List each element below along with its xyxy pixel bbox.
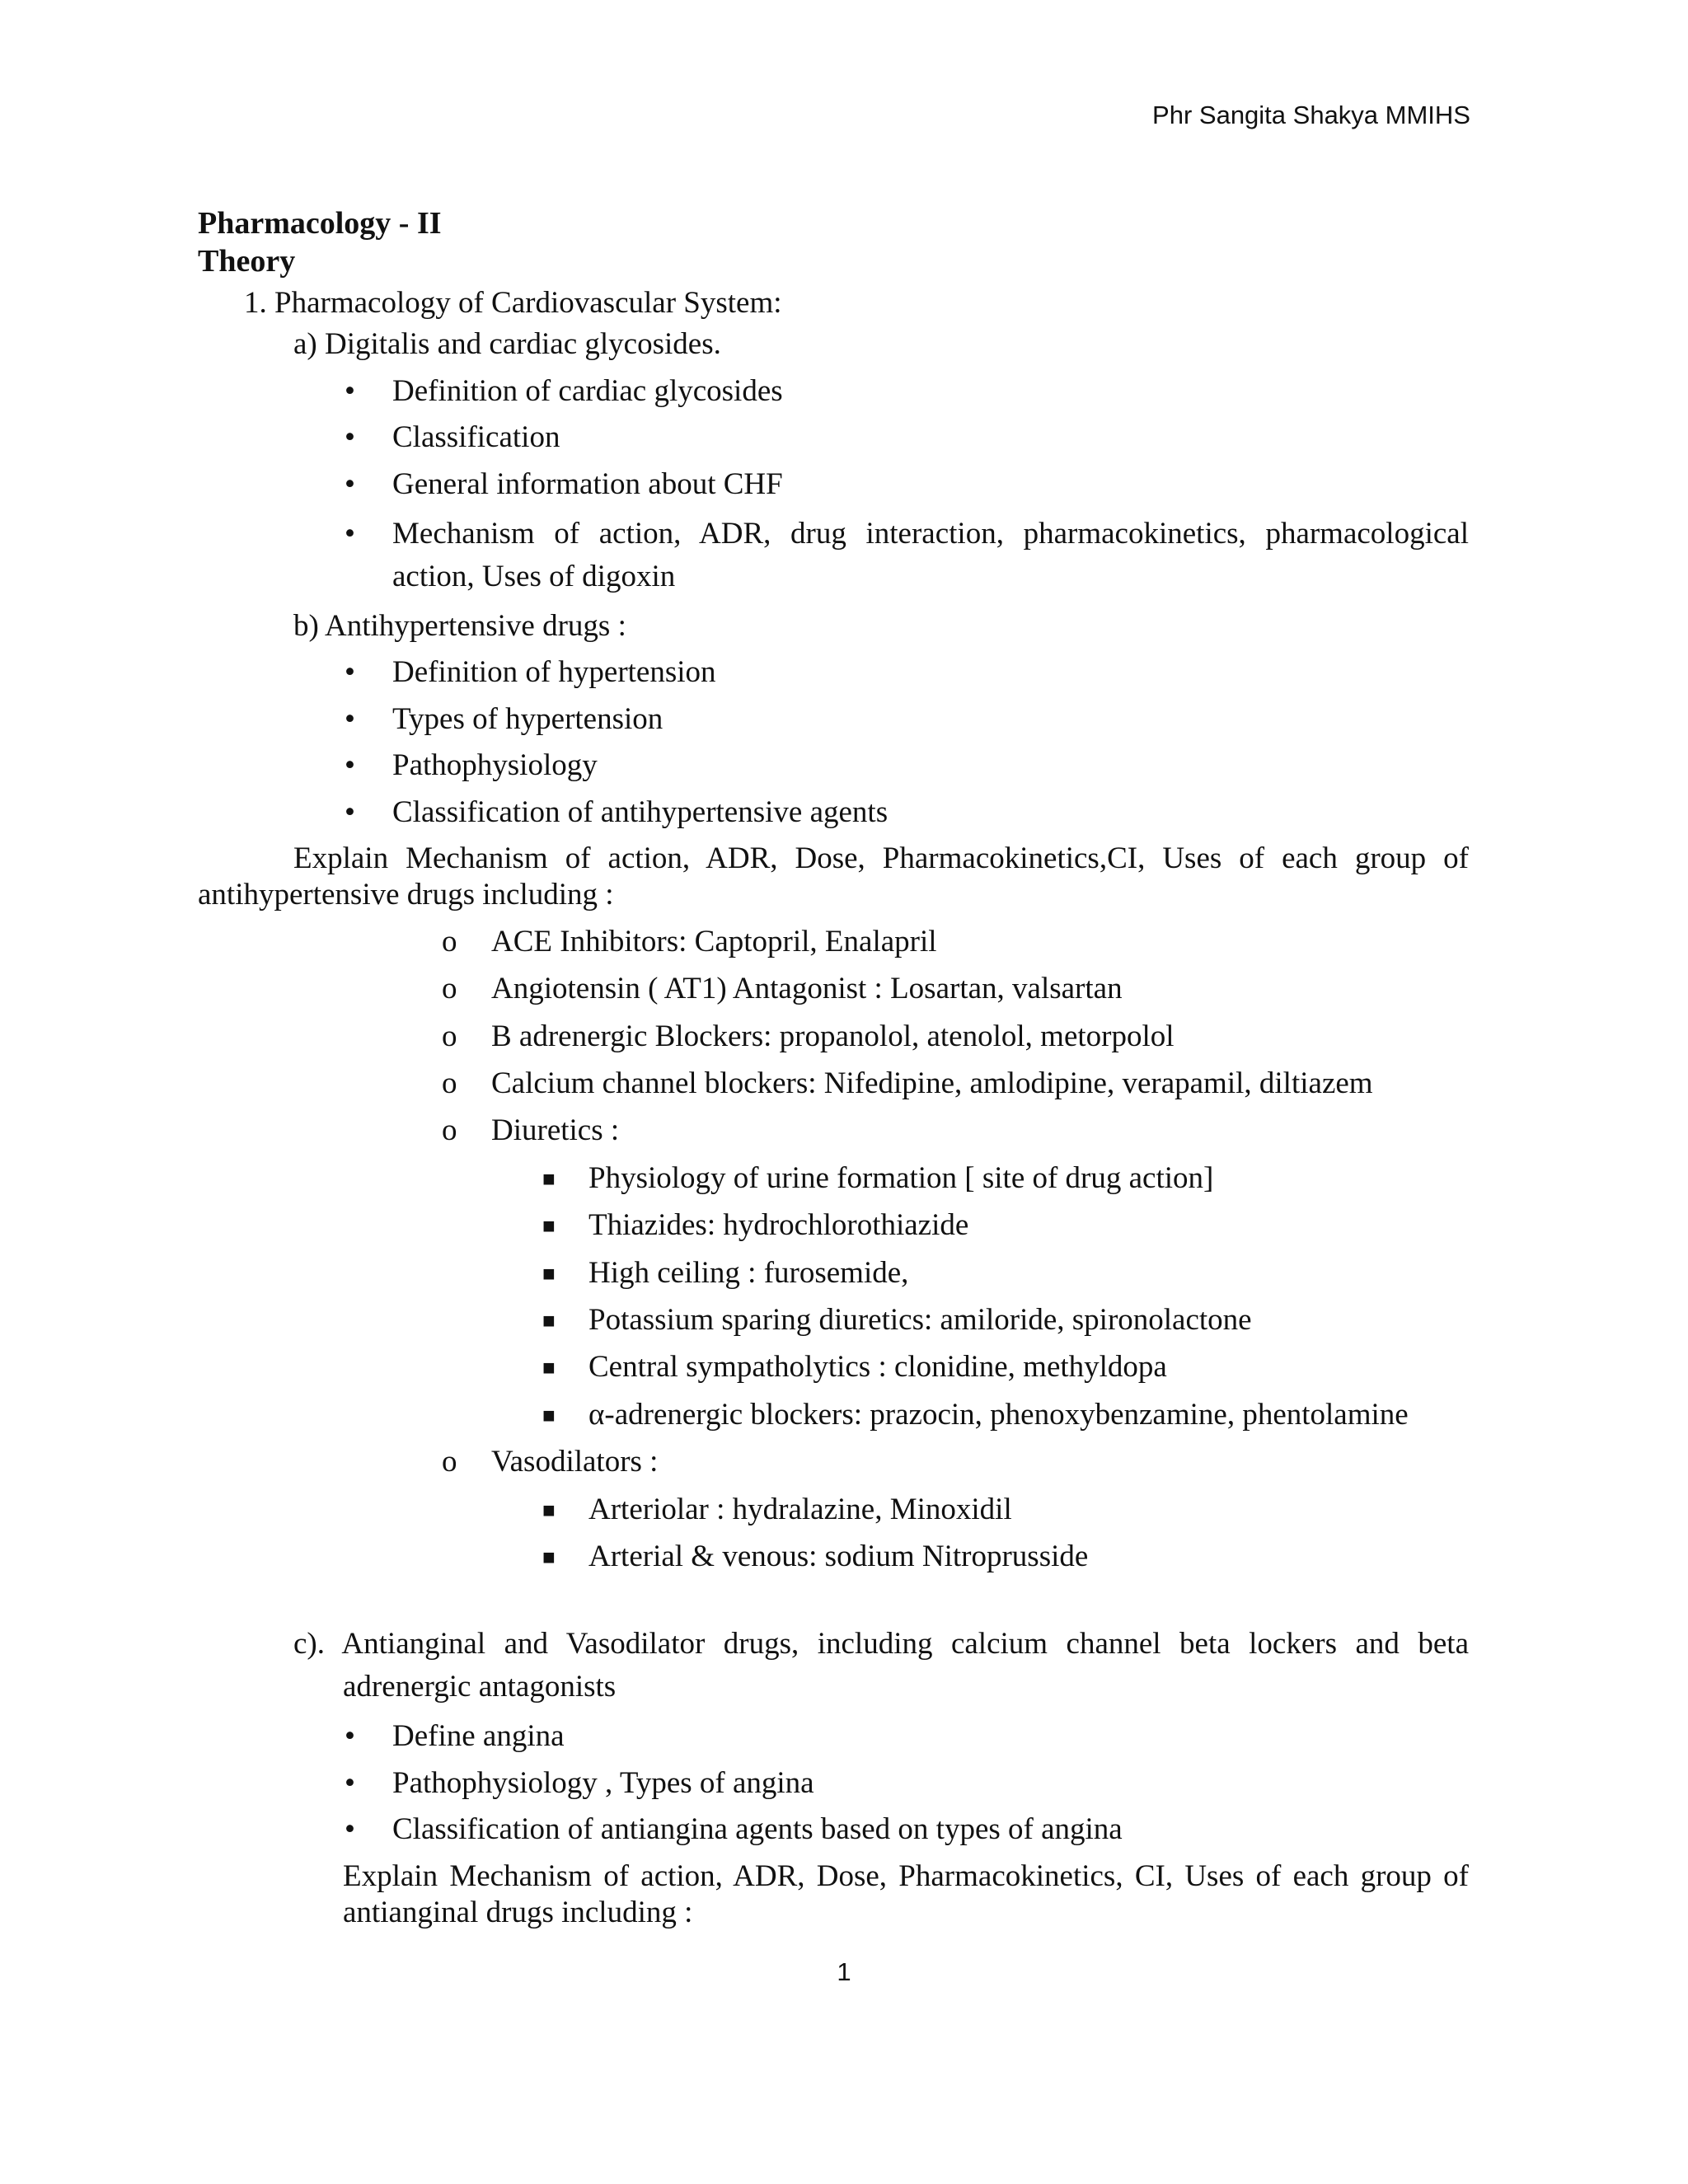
list-item: ■ Potassium sparing diuretics: amiloride, spironolactone xyxy=(198,1302,1469,1338)
subsection-b-heading: b) Antihypertensive drugs : xyxy=(293,608,626,643)
list-item: • Classification xyxy=(198,419,1469,456)
square-bullet-icon: ■ xyxy=(542,1497,556,1522)
circle-bullet-icon: o xyxy=(442,924,457,958)
bullet-icon: • xyxy=(345,466,355,501)
list-item: • Classification of antiangina agents based on types of angina xyxy=(198,1811,1469,1848)
bullet-icon: • xyxy=(345,794,355,829)
circle-bullet-icon: o xyxy=(442,1445,457,1479)
circle-bullet-icon: o xyxy=(442,972,457,1006)
list-item: ■ α-adrenergic blockers: prazocin, phenoxybenzamine, phentolamine xyxy=(198,1397,1469,1433)
square-bullet-icon: ■ xyxy=(542,1403,556,1427)
circle-bullet-icon: o xyxy=(442,1019,457,1053)
square-bullet-icon: ■ xyxy=(542,1309,556,1333)
list-item: • Classification of antihypertensive agents xyxy=(198,794,1469,831)
list-item: ■ Arterial & venous: sodium Nitroprusside xyxy=(198,1539,1469,1575)
square-bullet-icon: ■ xyxy=(542,1544,556,1569)
list-item: ■ Arteriolar : hydralazine, Minoxidil xyxy=(198,1492,1469,1528)
list-item: o Angiotensin ( AT1) Antagonist : Losartan, valsartan xyxy=(198,971,1469,1007)
circle-bullet-icon: o xyxy=(442,1113,457,1148)
bullet-icon: • xyxy=(345,420,355,455)
square-bullet-icon: ■ xyxy=(542,1261,556,1286)
list-item: o ACE Inhibitors: Captopril, Enalapril xyxy=(198,924,1469,960)
document-body xyxy=(198,204,1469,1931)
bullet-icon: • xyxy=(345,748,355,783)
list-item: • Definition of cardiac glycosides xyxy=(198,373,1469,410)
list-item: • Define angina xyxy=(198,1718,1469,1755)
square-bullet-icon: ■ xyxy=(542,1356,556,1380)
list-item: ■ High ceiling : furosemide, xyxy=(198,1255,1469,1291)
list-item: • General information about CHF xyxy=(198,466,1469,503)
bullet-icon: • xyxy=(345,701,355,736)
header-author: Phr Sangita Shakya MMIHS xyxy=(1152,101,1470,129)
list-item: • Pathophysiology xyxy=(198,748,1469,784)
list-item: o Diuretics : xyxy=(198,1113,1469,1149)
circle-bullet-icon: o xyxy=(442,1066,457,1101)
bullet-icon: • xyxy=(345,655,355,690)
explain-paragraph: Explain Mechanism of action, ADR, Dose, Pharmacokinetics,CI, Uses of each group of antihypertensive drugs including : xyxy=(198,841,1469,912)
list-item: ■ Thiazides: hydrochlorothiazide xyxy=(198,1207,1469,1244)
explain-paragraph: Explain Mechanism of action, ADR, Dose, Pharmacokinetics, CI, Uses of each group of antianginal drugs including : xyxy=(343,1858,1469,1929)
list-item: o Vasodilators : xyxy=(198,1444,1469,1480)
list-item: o B adrenergic Blockers: propanolol, atenolol, metorpolol xyxy=(198,1019,1469,1055)
bullet-icon: • xyxy=(345,1719,355,1754)
subsection-c-heading: c). Antianginal and Vasodilator drugs, including calcium channel beta lockers and beta adrenergic antagonists xyxy=(293,1627,1469,1704)
bullet-icon: • xyxy=(345,1812,355,1847)
square-bullet-icon: ■ xyxy=(542,1166,556,1191)
section-1-heading: 1. Pharmacology of Cardiovascular System: xyxy=(244,286,782,320)
square-bullet-icon: ■ xyxy=(542,1214,556,1239)
page-number: 1 xyxy=(837,1957,851,1986)
list-item: o Calcium channel blockers: Nifedipine, amlodipine, verapamil, diltiazem xyxy=(198,1066,1469,1102)
bullet-icon: • xyxy=(345,1765,355,1800)
list-item: • Mechanism of action, ADR, drug interaction, pharmacokinetics, pharmacological action, Uses of digoxin xyxy=(198,513,1469,598)
subsection-a-heading: a) Digitalis and cardiac glycosides. xyxy=(293,327,721,362)
list-item: • Pathophysiology , Types of angina xyxy=(198,1765,1469,1802)
page-title: Pharmacology - II xyxy=(198,206,442,241)
list-item: ■ Physiology of urine formation [ site of drug action] xyxy=(198,1160,1469,1197)
bullet-icon: • xyxy=(345,516,355,551)
bullet-icon: • xyxy=(345,373,355,408)
list-item: • Definition of hypertension xyxy=(198,654,1469,691)
list-item: ■ Central sympatholytics : clonidine, methyldopa xyxy=(198,1349,1469,1385)
page-subtitle: Theory xyxy=(198,244,296,279)
list-item: • Types of hypertension xyxy=(198,701,1469,738)
